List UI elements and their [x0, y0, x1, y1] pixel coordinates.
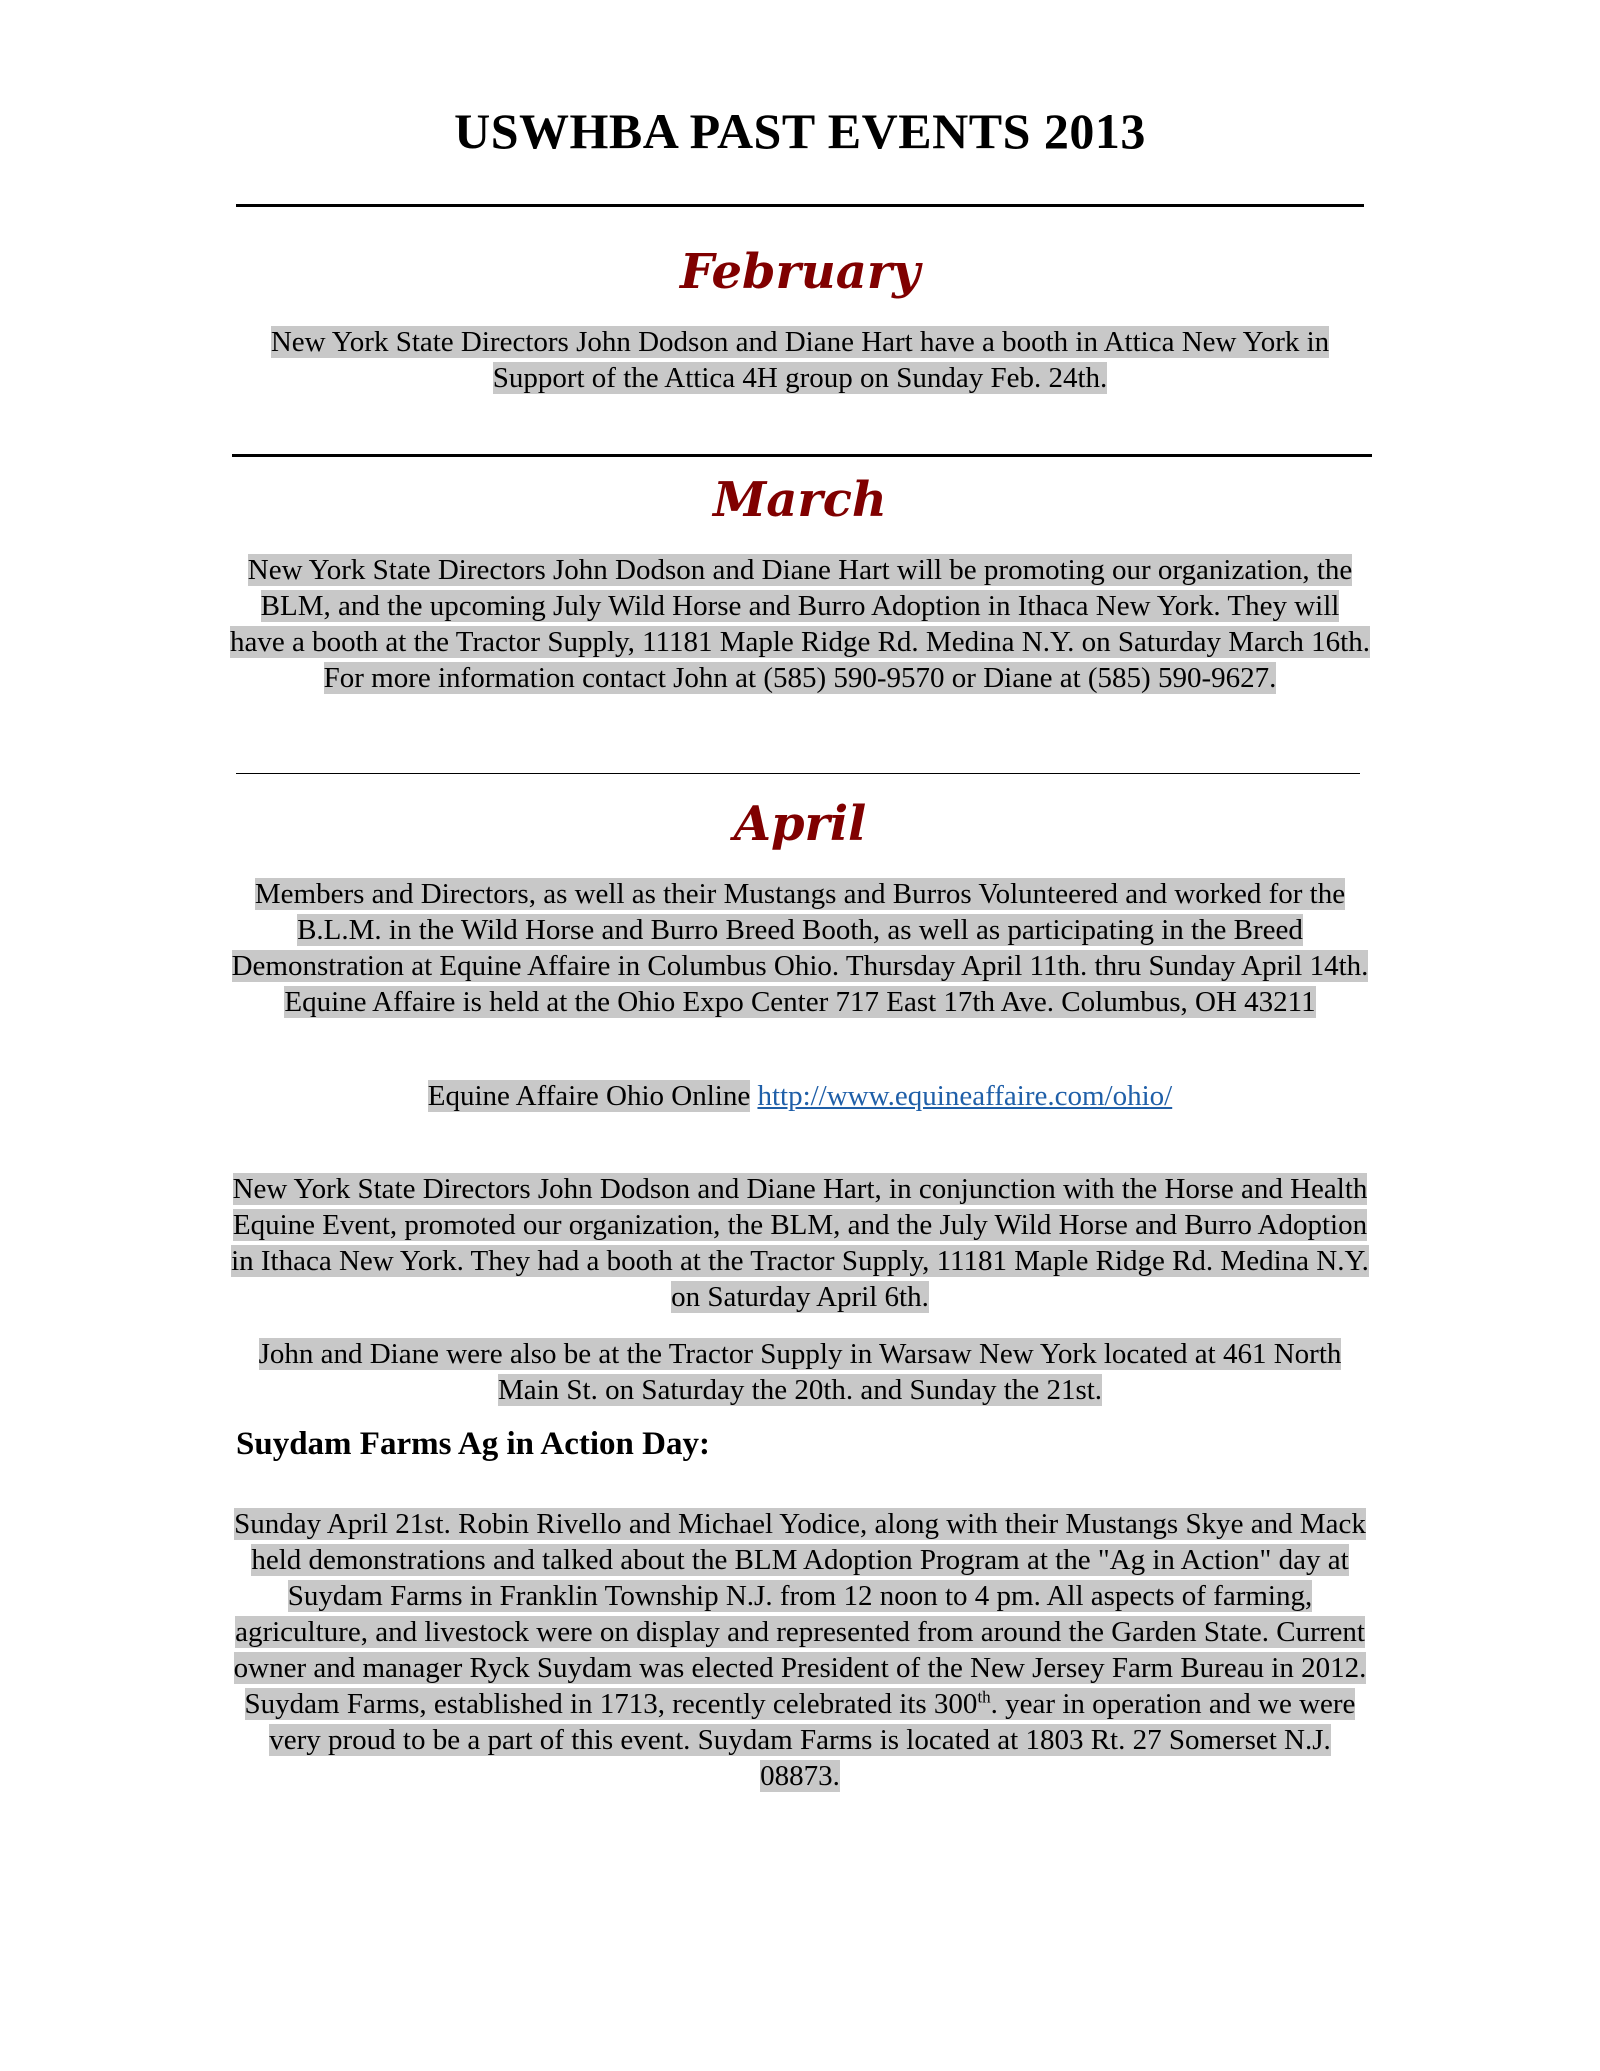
april-text-3: John and Diane were also be at the Tractor Supply in Warsaw New York located at 461 North Main St. on Saturday the 20th. and Sunday the 21st.: [258, 1338, 1342, 1406]
divider-top: [236, 204, 1364, 207]
online-label: Equine Affaire Ohio Online: [427, 1080, 751, 1112]
april-text-2: New York State Directors John Dodson and Diane Hart, in conjunction with the Horse and Health Equine Event, promoted our organization, the BLM, and the July Wild Horse and Burro Adoption in Ithaca New York. They had a booth at the Tractor Supply, 11181 Maple Ridge Rd. Medina N.Y. on Saturday April 6th.: [231, 1173, 1369, 1313]
divider-march: [236, 773, 1360, 774]
february-text: New York State Directors John Dodson and Diane Hart have a booth in Attica New York in Support of the Attica 4H group on Sunday Feb. 24th.: [270, 326, 1330, 394]
april-paragraph-3: [230, 1336, 1370, 1408]
april-paragraph-2: [230, 1171, 1370, 1315]
march-text: New York State Directors John Dodson and Diane Hart will be promoting our organization, the BLM, and the upcoming July Wild Horse and Burro Adoption in Ithaca New York. They will have a booth at the Tractor Supply, 11181 Maple Ridge Rd. Medina N.Y. on Saturday March 16th. For more information contact John at (585) 590-9570 or Diane at (585) 590-9627.: [230, 554, 1370, 694]
april-text-4a: Sunday April 21st. Robin Rivello and Michael Yodice, along with their Mustangs Skye and Mack held demonstrations and talked about the BLM Adoption Program at the "Ag in Action" day at Suydam Farms in Franklin Township N.J. from 12 noon to 4 pm. All aspects of farming, agriculture, and livestock were on display and represented from around the Garden State. Current owner and manager Ryck Suydam was elected President of the New Jersey Farm Bureau in 2012. Suydam Farms, established in 1713, recently celebrated its 300: [233, 1508, 1367, 1720]
march-paragraph: [230, 552, 1370, 696]
heading-february: February: [679, 244, 921, 300]
divider-february: [232, 454, 1372, 457]
heading-march: March: [713, 472, 887, 528]
ordinal-suffix: th: [977, 1687, 991, 1707]
april-text-1: Members and Directors, as well as their Mustangs and Burros Volunteered and worked for the B.L.M. in the Wild Horse and Burro Breed Booth, as well as participating in the Breed Demonstration at Equine Affaire in Columbus Ohio. Thursday April 11th. thru Sunday April 14th. Equine Affaire is held at the Ohio Expo Center 717 East 17th Ave. Columbus, OH 43211: [231, 878, 1369, 1018]
equine-affaire-link[interactable]: http://www.equineaffaire.com/ohio/: [757, 1080, 1173, 1112]
april-paragraph-4: [230, 1506, 1370, 1794]
february-paragraph: [230, 324, 1370, 396]
page-title: USWHBA PAST EVENTS 2013: [454, 103, 1146, 159]
suydam-subheading: Suydam Farms Ag in Action Day:: [236, 1426, 710, 1462]
april-online-line: [230, 1078, 1370, 1114]
april-text-4b: . year in operation and we were very proud to be a part of this event. Suydam Farms is located at 1803 Rt. 27 Somerset N.J. 08873.: [269, 1688, 1356, 1792]
heading-april: April: [733, 796, 867, 852]
april-paragraph-1: [230, 876, 1370, 1020]
